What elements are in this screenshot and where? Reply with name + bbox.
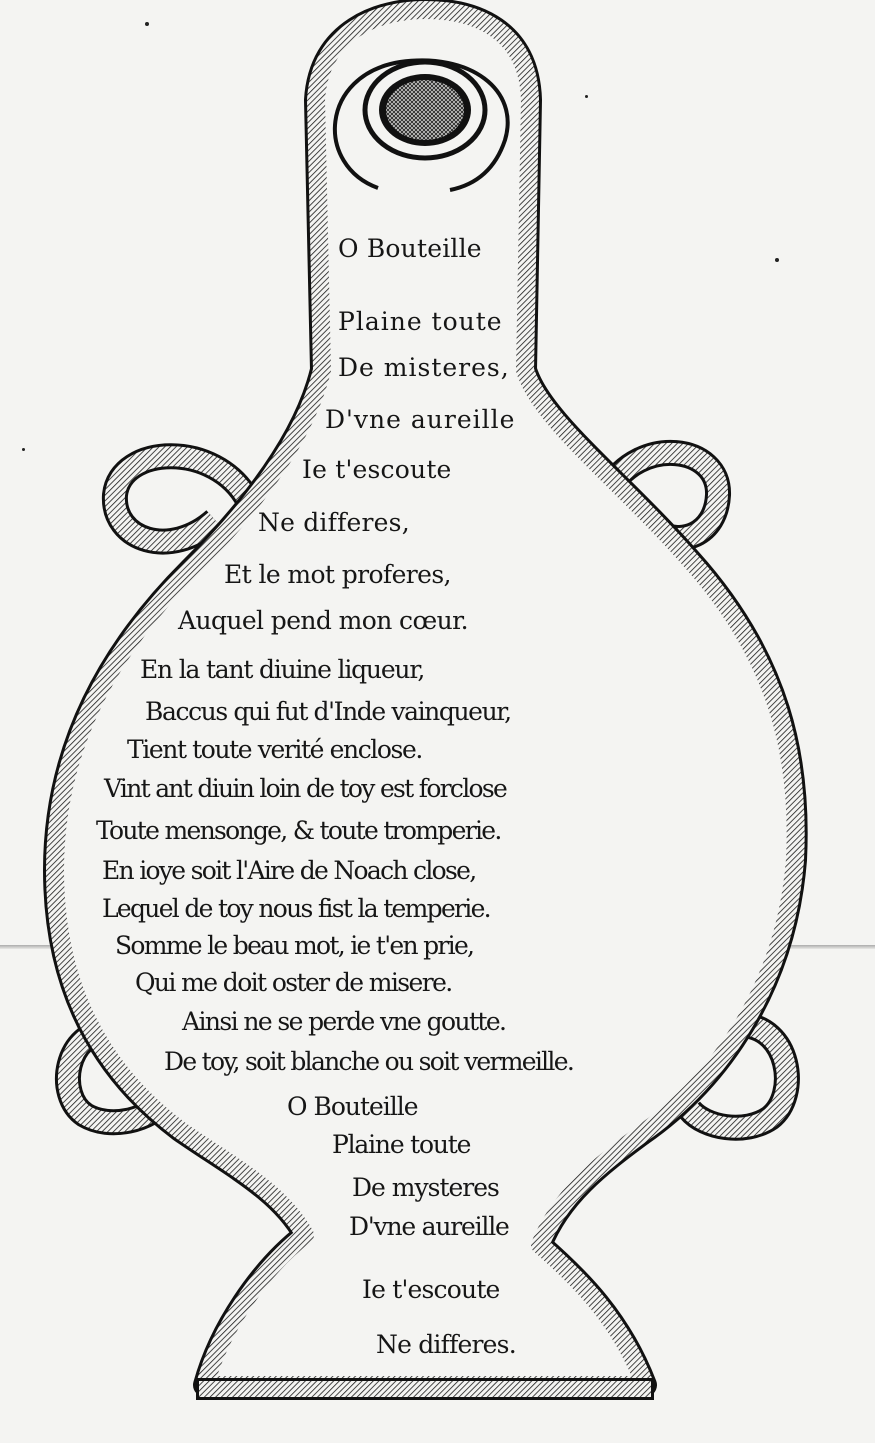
poem-line: En ioye soit l'Aire de Noach close, — [102, 856, 476, 885]
poem-line: Et le mot proferes, — [224, 560, 451, 589]
poem-line: Ainsi ne se perde vne goutte. — [182, 1007, 506, 1036]
poem-line: O Bouteille — [287, 1092, 418, 1121]
poem-line: Qui me doit oster de misere. — [135, 968, 452, 997]
poem-line: Vint ant diuin loin de toy est forclose — [104, 774, 507, 803]
poem-line: Ne differes. — [376, 1330, 516, 1359]
poem-line: Ie t'escoute — [362, 1275, 500, 1304]
poem-line: Ie t'escoute — [302, 455, 452, 484]
poem-line: O Bouteille — [338, 234, 482, 263]
poem-line: De misteres, — [338, 353, 510, 382]
poem-line: Tient toute verité enclose. — [127, 735, 422, 764]
poem-line: D'vne aureille — [349, 1212, 509, 1241]
poem-line: Lequel de toy nous fist la temperie. — [102, 894, 490, 923]
poem-line: Plaine toute — [332, 1130, 471, 1159]
poem-line: De mysteres — [352, 1173, 499, 1202]
poem-line: En la tant diuine liqueur, — [140, 655, 425, 684]
poem-line: D'vne aureille — [325, 405, 516, 434]
poem-line: De toy, soit blanche ou soit vermeille. — [164, 1047, 574, 1076]
poem-line: Auquel pend mon cœur. — [178, 606, 469, 635]
poem-line: Baccus qui fut d'Inde vainqueur, — [145, 697, 511, 726]
poem-line: Ne differes, — [258, 508, 410, 537]
poem-line: Plaine toute — [338, 307, 503, 336]
poem-line: Somme le beau mot, ie t'en prie, — [115, 931, 474, 960]
poem-line: Toute mensonge, & toute tromperie. — [96, 816, 501, 845]
